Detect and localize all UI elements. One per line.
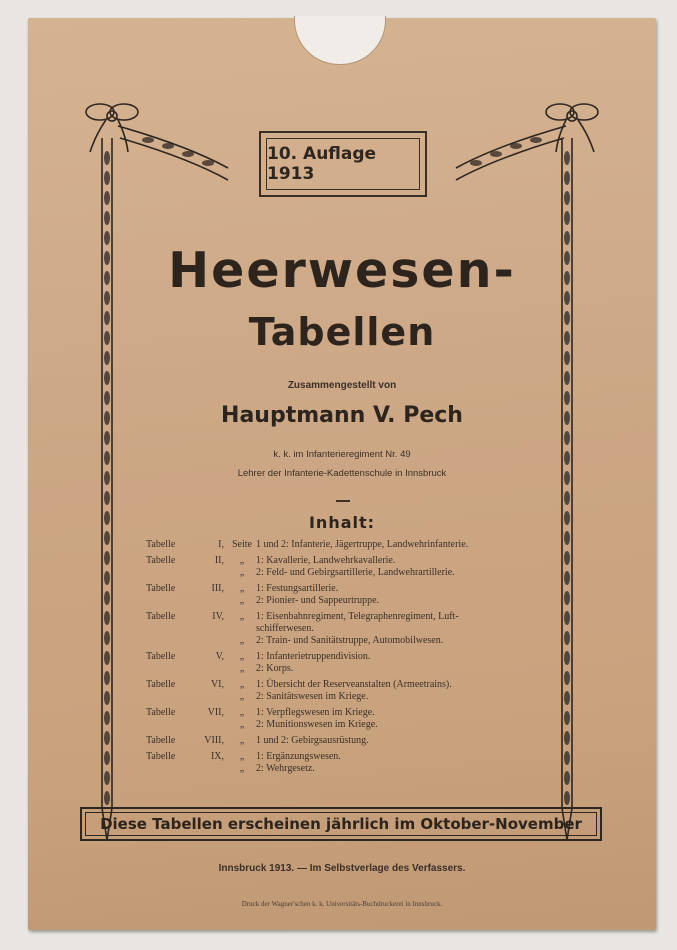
edition-label: 10. Auflage 1913 [266,138,420,190]
toc-text: 2: Munitionswesen im Kriege. [256,719,378,730]
toc-text: 2: Sanitätswesen im Kriege. [256,691,369,702]
toc-line [146,635,556,647]
toc-num [194,635,228,647]
imprint: Innsbruck 1913. — Im Selbstverlage des Verfassers. [218,863,466,874]
toc-entry [146,555,556,579]
toc-tab: Tabelle [146,555,176,566]
toc-entry [146,735,556,747]
toc-text: schifferwesen. [256,623,314,634]
toc-text: 2: Pionier- und Sappeurtruppe. [256,595,380,606]
toc-text: 2: Train- und Sanitätstruppe, Automobilwesen. [256,635,444,646]
toc-sep: „ [239,595,245,606]
toc-sep: „ [239,751,245,762]
toc-sep: Seite [232,539,252,550]
toc-num: IV, [212,611,224,622]
toc-tab [146,567,194,579]
toc-tab: Tabelle [146,735,176,746]
toc-text: 1: Eisenbahnregiment, Telegraphenregiment, Luft- [256,611,459,622]
toc-sep: „ [239,679,245,690]
toc-text: 1: Ergänzungswesen. [256,751,341,762]
toc-tab [146,635,194,647]
toc-num [194,763,228,775]
toc-entry [146,539,556,551]
toc-text: 2: Feld- und Gebirgsartillerie, Landwehrartillerie. [256,567,455,578]
toc-tab [146,763,194,775]
toc-sep: „ [239,611,245,622]
edition-box [259,131,427,197]
toc-num [194,719,228,731]
toc-line [146,583,556,595]
toc-line [146,663,556,675]
toc-sep: „ [239,651,245,662]
toc-line [146,539,556,551]
toc-text: 1: Kavallerie, Landwehrkavallerie. [256,555,396,566]
toc-line [146,651,556,663]
toc-tab [146,719,194,731]
toc-tab [146,691,194,703]
toc-line [146,735,556,747]
toc-sep: „ [239,583,245,594]
toc-line [146,555,556,567]
toc-num: II, [214,555,224,566]
toc-num: III, [211,583,224,594]
toc-line [146,623,556,635]
toc-entry [146,611,556,647]
toc-text: 2: Wehrgesetz. [256,763,315,774]
toc-line [146,707,556,719]
toc-line [146,679,556,691]
toc-tab: Tabelle [146,751,176,762]
toc-line [146,611,556,623]
envelope-cover [28,18,656,930]
toc-entry [146,583,556,607]
toc-line [146,691,556,703]
toc-sep: „ [239,719,245,730]
toc-text: 1: Übersicht der Reserveanstalten (Armeetrains). [256,679,452,690]
toc-text: 1 und 2: Gebirgsausrüstung. [256,735,369,746]
divider-dash [336,500,350,502]
toc-line [146,763,556,775]
toc-sep: „ [239,567,245,578]
toc-num: V, [215,651,224,662]
toc-tab: Tabelle [146,651,176,662]
author-position: Lehrer der Infanterie-Kadettenschule in Innsbruck [237,468,447,479]
author-name: Hauptmann V. Pech [221,403,463,428]
toc-tab: Tabelle [146,539,176,550]
toc-num: IX, [210,751,224,762]
notice-text: Diese Tabellen erscheinen jährlich im Oktober-November [100,815,582,833]
toc-text: 1: Verpflegswesen im Kriege. [256,707,375,718]
toc-num: VII, [207,707,224,718]
toc-tab: Tabelle [146,611,176,622]
toc-sep: „ [239,735,245,746]
printer-line: Druck der Wagner'schen k. k. Universitäts-Buchdruckerei in Innsbruck. [241,900,443,908]
table-of-contents [146,539,556,779]
toc-entry [146,679,556,703]
author-rank: k. k. im Infanterieregiment Nr. 49 [273,449,411,460]
toc-tab: Tabelle [146,679,176,690]
toc-tab: Tabelle [146,707,176,718]
toc-num: VIII, [204,735,224,746]
toc-text: 1: Infanterietruppendivision. [256,651,371,662]
toc-num [194,567,228,579]
title-line-2: Tabellen [248,310,436,354]
toc-sep: „ [239,707,245,718]
toc-sep: „ [239,691,245,702]
toc-tab [146,595,194,607]
toc-sep [228,623,256,635]
notice-box [80,807,602,841]
contents-heading: Inhalt: [308,513,376,532]
toc-sep: „ [239,555,245,566]
toc-text: 1 und 2: Infanterie, Jägertruppe, Landwehrinfanterie. [256,539,469,550]
toc-tab [146,623,194,635]
toc-text: 2: Korps. [256,663,294,674]
toc-line [146,719,556,731]
toc-num [194,623,228,635]
toc-entry [146,651,556,675]
toc-tab: Tabelle [146,583,176,594]
toc-tab [146,663,194,675]
toc-text: 1: Festungsartillerie. [256,583,339,594]
toc-line [146,567,556,579]
toc-num [194,691,228,703]
toc-num [194,595,228,607]
toc-sep: „ [239,663,245,674]
toc-sep: „ [239,635,245,646]
title-line-1: Heerwesen- [168,242,516,299]
toc-num [194,663,228,675]
toc-sep: „ [239,763,245,774]
toc-entry [146,707,556,731]
toc-entry [146,751,556,775]
toc-num: I, [218,539,224,550]
toc-num: VI, [210,679,224,690]
toc-line [146,751,556,763]
compiled-by: Zusammengestellt von [287,380,397,391]
toc-line [146,595,556,607]
